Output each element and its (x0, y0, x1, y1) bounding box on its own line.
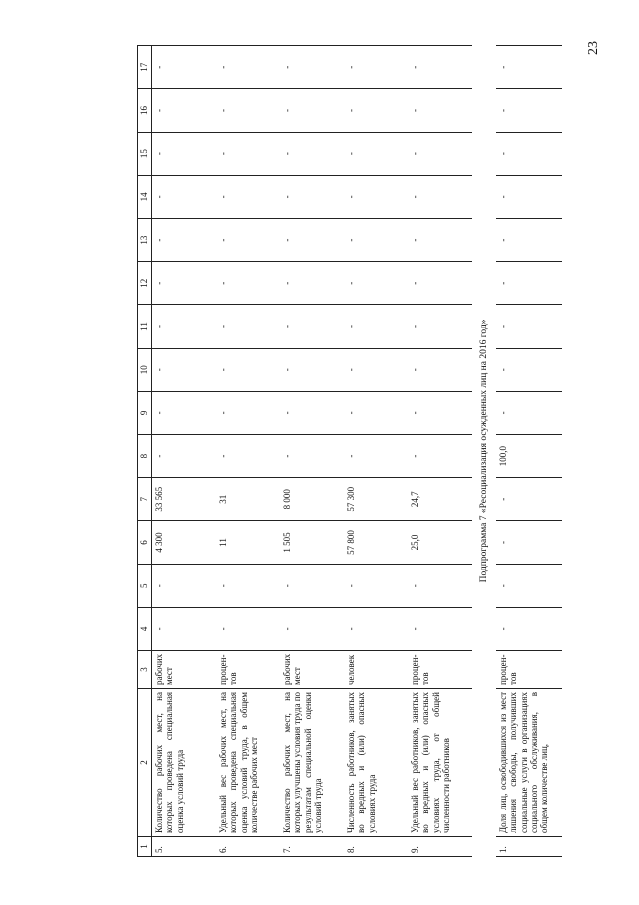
value-cell: - (496, 607, 562, 650)
value-cell: 8 000 (280, 478, 344, 521)
value-cell: - (344, 391, 408, 434)
header-cell: 1 (138, 837, 152, 857)
indicator-name: Удельный вес работников, занятых во вредных и (или) опасных условиях труда, от общей численности работников (408, 689, 472, 837)
value-cell: 57 300 (344, 478, 408, 521)
value-cell: - (496, 175, 562, 218)
value-cell: - (280, 89, 344, 132)
unit-cell: рабочих мест (152, 651, 217, 689)
value-cell: - (280, 434, 344, 477)
value-cell: - (152, 391, 217, 434)
value-cell: - (408, 132, 472, 175)
unit-cell: процен-тов (216, 651, 280, 689)
header-cell: 7 (138, 478, 152, 521)
indicators-table (137, 45, 562, 857)
value-cell: - (216, 262, 280, 305)
value-cell: 4 300 (152, 521, 217, 564)
value-cell: - (216, 46, 280, 89)
rotated-table-stage (137, 45, 639, 857)
indicator-name: Удельный вес рабочих мест, на которых проведена специальная оценка условий труда, в общем количестве рабочих мест (216, 689, 280, 837)
value-cell: 24,7 (408, 478, 472, 521)
value-cell: - (496, 46, 562, 89)
value-cell: - (280, 305, 344, 348)
value-cell: - (152, 348, 217, 391)
value-cell: - (408, 262, 472, 305)
value-cell: - (496, 89, 562, 132)
header-cell: 2 (138, 689, 152, 837)
value-cell: - (216, 132, 280, 175)
subprogram-row (472, 46, 496, 857)
value-cell: 57 800 (344, 521, 408, 564)
value-cell: - (216, 434, 280, 477)
value-cell: - (216, 391, 280, 434)
subprogram-title: Подпрограмма 7 «Ресоциализация осужденных лиц на 2016 год» (478, 319, 489, 583)
indicator-name: Численность работников, занятых во вредных и (или) опасных условиях труда (344, 689, 408, 837)
header-cell: 16 (138, 89, 152, 132)
value-cell: - (216, 175, 280, 218)
value-cell: - (344, 46, 408, 89)
value-cell: 31 (216, 478, 280, 521)
value-cell: - (280, 132, 344, 175)
value-cell: - (280, 175, 344, 218)
value-cell: - (496, 391, 562, 434)
page-number: 23 (586, 41, 601, 55)
value-cell: - (152, 305, 217, 348)
table-row (344, 46, 408, 857)
unit-cell: процен-тов (496, 651, 562, 689)
table-row (280, 46, 344, 857)
row-number: 8. (344, 837, 408, 857)
row-number: 1. (496, 837, 562, 857)
value-cell: - (152, 89, 217, 132)
header-cell: 8 (138, 434, 152, 477)
value-cell: - (152, 607, 217, 650)
header-cell: 17 (138, 46, 152, 89)
row-number: 6. (216, 837, 280, 857)
value-cell: 100,0 (496, 434, 562, 477)
header-cell: 5 (138, 564, 152, 607)
value-cell: - (280, 348, 344, 391)
row-number: 9. (408, 837, 472, 857)
header-cell: 15 (138, 132, 152, 175)
value-cell: - (344, 305, 408, 348)
value-cell: - (408, 564, 472, 607)
value-cell: 33 565 (152, 478, 217, 521)
header-cell: 3 (138, 651, 152, 689)
value-cell: - (344, 348, 408, 391)
value-cell: - (216, 607, 280, 650)
value-cell: - (152, 564, 217, 607)
value-cell: - (216, 348, 280, 391)
value-cell: - (408, 305, 472, 348)
indicator-name: Количество рабочих мест, на которых проведена специальная оценка условий труда (152, 689, 217, 837)
value-cell: - (496, 262, 562, 305)
value-cell: - (496, 521, 562, 564)
value-cell: 1 505 (280, 521, 344, 564)
table-row (152, 46, 217, 857)
value-cell: - (408, 175, 472, 218)
value-cell: - (344, 434, 408, 477)
indicator-name: Доля лиц, освободившихся из мест лишения свободы, получивших социальные услуги в организациях социального обслуживания, в общем количестве лиц, (496, 689, 562, 837)
value-cell: - (496, 564, 562, 607)
value-cell: - (216, 305, 280, 348)
indicator-name: Количество рабочих мест, на которых улучшены условия труда по результатам специальной оценки условий труда (280, 689, 344, 837)
value-cell: - (280, 391, 344, 434)
value-cell: 25,0 (408, 521, 472, 564)
value-cell: - (152, 46, 217, 89)
header-cell: 13 (138, 218, 152, 261)
header-cell: 6 (138, 521, 152, 564)
table-row (496, 46, 562, 857)
row-number: 7. (280, 837, 344, 857)
value-cell: - (344, 564, 408, 607)
value-cell: - (280, 218, 344, 261)
header-cell: 12 (138, 262, 152, 305)
value-cell: - (408, 348, 472, 391)
value-cell: - (216, 89, 280, 132)
value-cell: - (216, 564, 280, 607)
value-cell: - (344, 89, 408, 132)
value-cell: - (496, 478, 562, 521)
value-cell: - (152, 434, 217, 477)
table-row (216, 46, 280, 857)
value-cell: - (496, 348, 562, 391)
value-cell: - (344, 218, 408, 261)
value-cell: - (344, 175, 408, 218)
value-cell: - (152, 132, 217, 175)
value-cell: - (216, 218, 280, 261)
value-cell: - (408, 218, 472, 261)
value-cell: - (408, 46, 472, 89)
value-cell: - (496, 218, 562, 261)
value-cell: - (280, 607, 344, 650)
value-cell: - (280, 262, 344, 305)
header-cell: 9 (138, 391, 152, 434)
header-cell: 11 (138, 305, 152, 348)
value-cell: - (344, 132, 408, 175)
value-cell: - (496, 132, 562, 175)
value-cell: - (408, 434, 472, 477)
row-number: 5. (152, 837, 217, 857)
unit-cell: рабочих мест (280, 651, 344, 689)
table-row (408, 46, 472, 857)
value-cell: - (152, 218, 217, 261)
unit-cell: человек (344, 651, 408, 689)
value-cell: - (344, 607, 408, 650)
value-cell: - (344, 262, 408, 305)
value-cell: - (280, 46, 344, 89)
value-cell: - (408, 89, 472, 132)
value-cell: - (152, 175, 217, 218)
value-cell: 11 (216, 521, 280, 564)
value-cell: - (152, 262, 217, 305)
header-cell: 4 (138, 607, 152, 650)
value-cell: - (408, 391, 472, 434)
value-cell: - (496, 305, 562, 348)
unit-cell: процен-тов (408, 651, 472, 689)
header-row (138, 46, 152, 857)
value-cell: - (408, 607, 472, 650)
value-cell: - (280, 564, 344, 607)
header-cell: 10 (138, 348, 152, 391)
header-cell: 14 (138, 175, 152, 218)
